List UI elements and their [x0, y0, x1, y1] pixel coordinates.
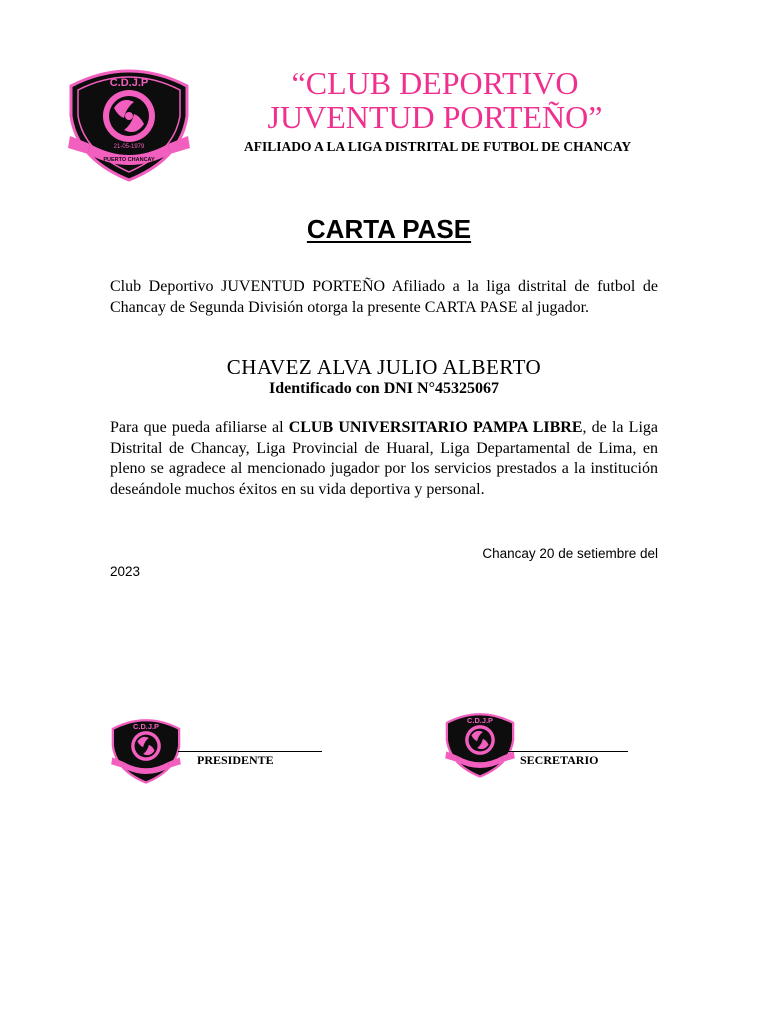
president-crest-logo — [110, 716, 182, 784]
club-crest-logo — [66, 64, 192, 182]
secretary-crest-logo — [444, 710, 516, 778]
date-place: Chancay 20 de setiembre del — [482, 546, 658, 561]
club-name — [190, 66, 680, 134]
body-paragraph — [110, 418, 658, 500]
intro-paragraph: Club Deportivo JUVENTUD PORTEÑO Afiliado a la liga distrital de futbol de Chancay de Segunda División otorga la presente CARTA PASE al jugador. — [110, 278, 658, 316]
svg-text:PUERTO CHANCAY: PUERTO CHANCAY — [103, 157, 155, 163]
destination-club: CLUB UNIVERSITARIO PAMPA LIBRE — [288, 419, 583, 436]
affiliation-subtitle: AFILIADO A LA LIGA DISTRITAL DE FUTBOL DE CHANCAY — [244, 139, 632, 154]
president-label: PRESIDENTE — [197, 753, 274, 767]
secretary-label: SECRETARIO — [520, 753, 599, 767]
secretary-signature-line — [508, 751, 628, 752]
club-name-line2: JUVENTUD PORTEÑO” — [267, 99, 603, 135]
body-suffix: , de la Liga Distrital de Chancay, Liga Provincial de Huaral, Liga Departamental de Lima, en pleno se agradece al mencionado jugador por los servicios prestados a la institución deseándole muchos éxitos en su vida deportiva y personal. — [110, 419, 659, 498]
svg-text:C.D.J.P: C.D.J.P — [109, 77, 149, 89]
player-name: CHAVEZ ALVA JULIO ALBERTO — [226, 355, 542, 379]
player-dni: Identificado con DNI N°45325067 — [269, 380, 499, 397]
document-title: CARTA PASE — [306, 214, 472, 244]
president-signature-line — [178, 751, 322, 752]
club-name-line1: “CLUB DEPORTIVO — [291, 65, 579, 101]
svg-text:21-05-1979: 21-05-1979 — [113, 144, 145, 150]
svg-text:C.D.J.P: C.D.J.P — [467, 715, 493, 725]
svg-text:C.D.J.P: C.D.J.P — [133, 721, 159, 731]
body-prefix: Para que pueda afiliarse al — [110, 419, 289, 436]
date-year: 2023 — [110, 564, 141, 579]
